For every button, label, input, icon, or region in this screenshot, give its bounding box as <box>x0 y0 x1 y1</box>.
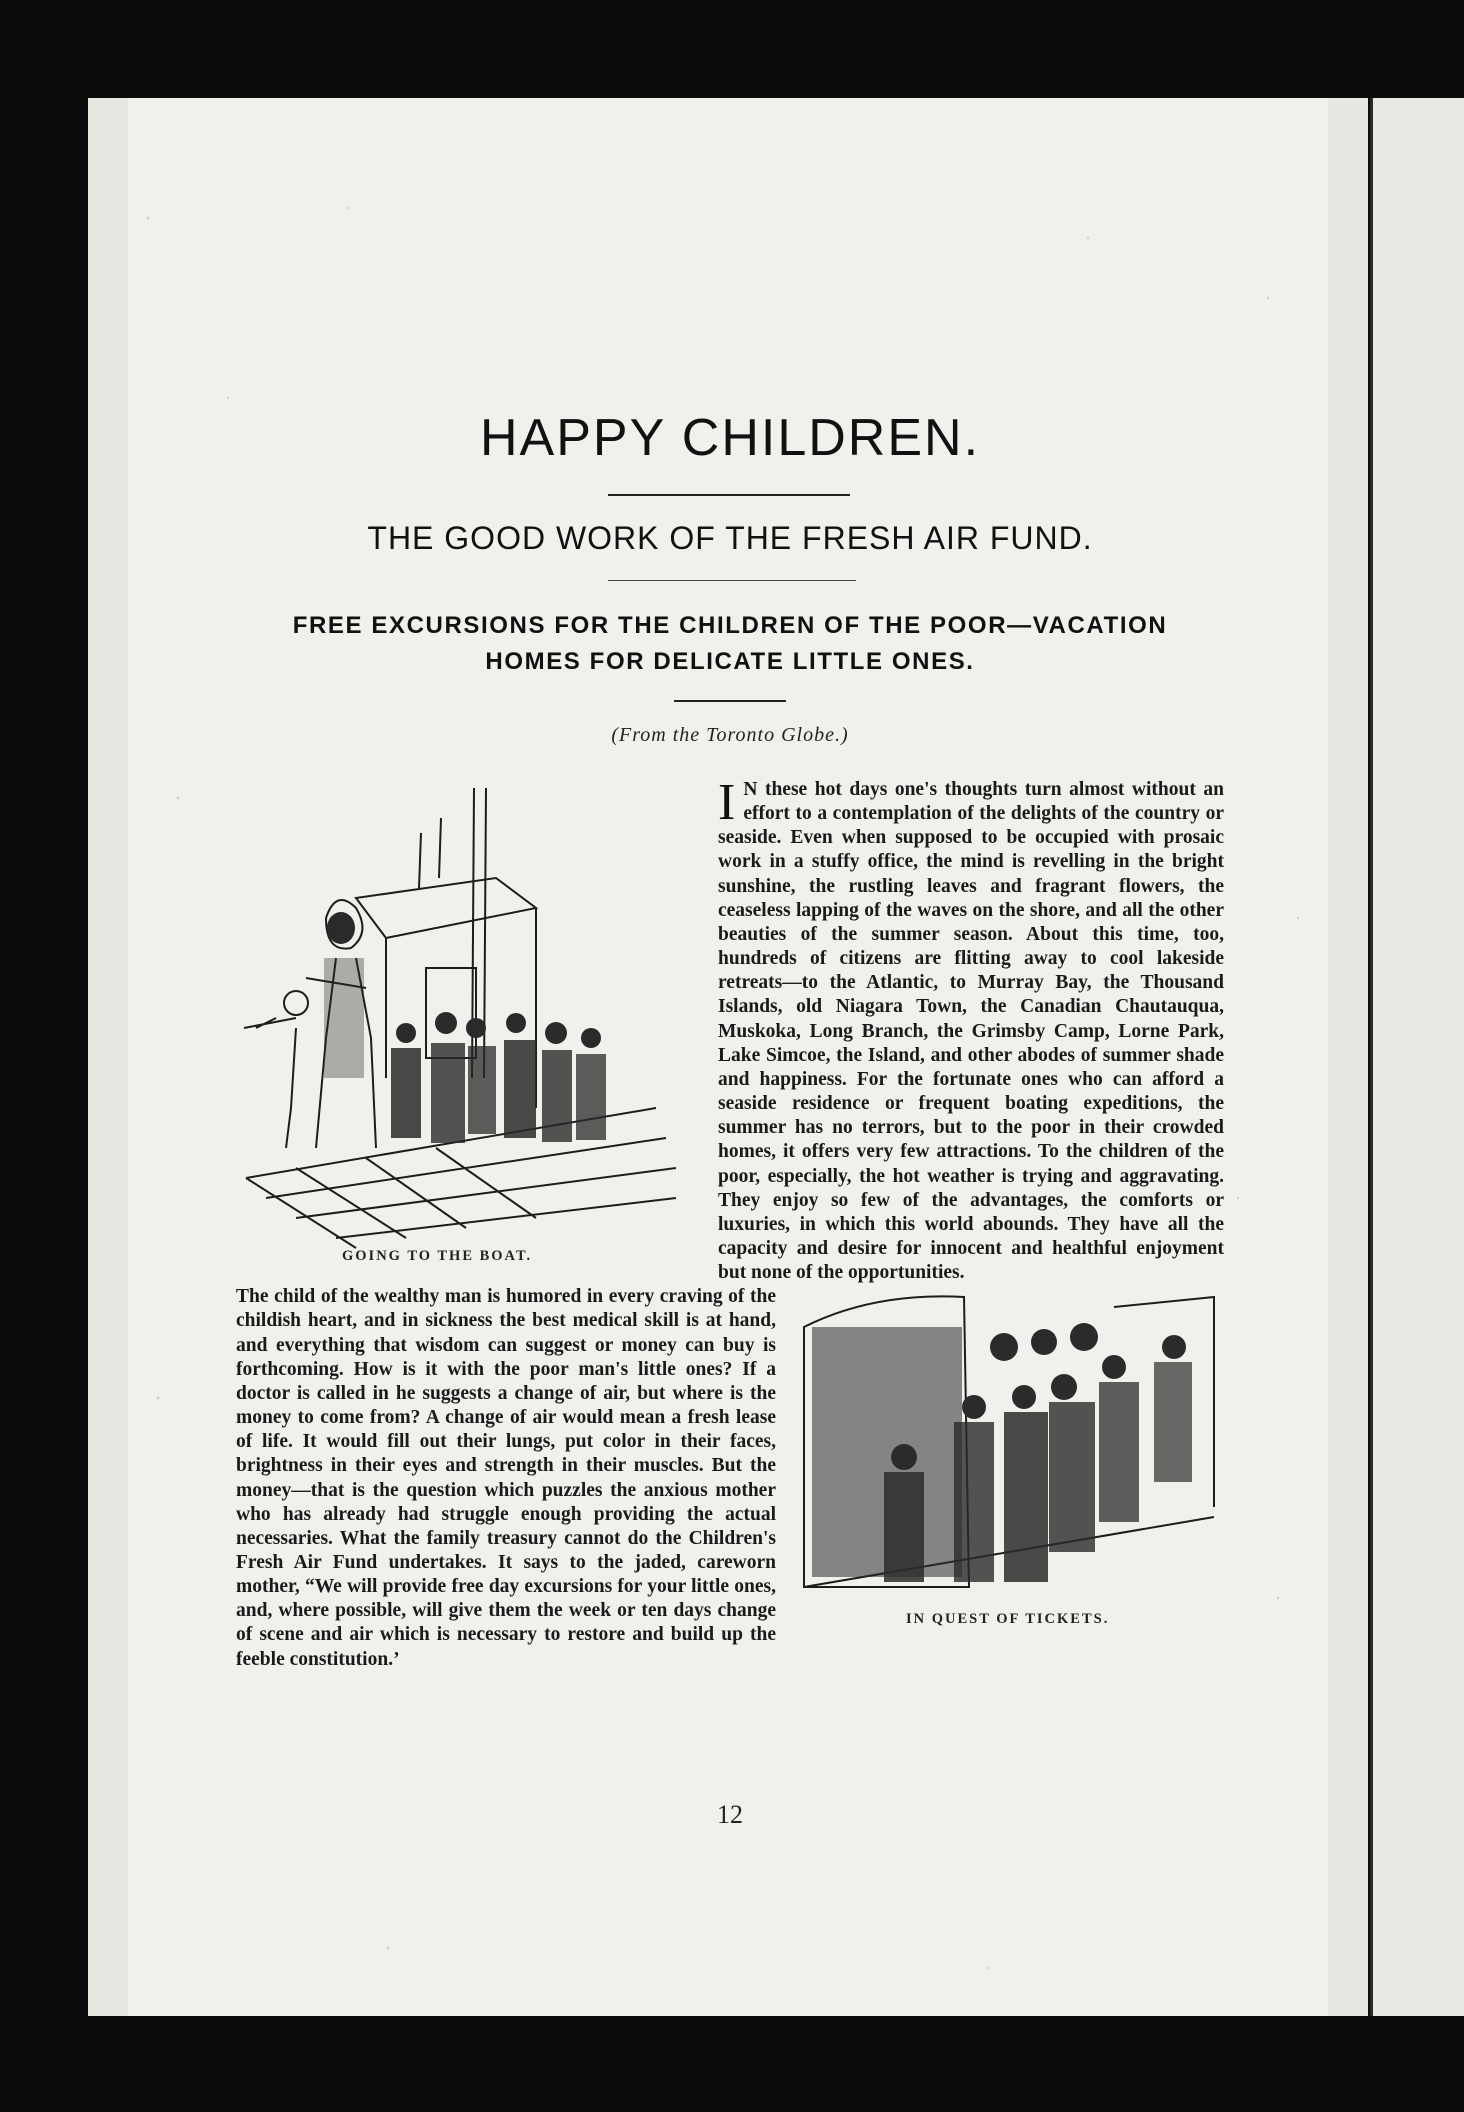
drop-cap: I <box>718 774 736 831</box>
article-subtitle: THE GOOD WORK OF THE FRESH AIR FUND. <box>367 520 1093 556</box>
caption-in-quest-of-tickets: IN QUEST OF TICKETS. <box>906 1611 1110 1628</box>
source-credit: (From the Toronto Globe.) <box>611 724 849 746</box>
paragraph-1-text: N these hot days one's thoughts turn almost without an effort to a contemplation of the delights of the country or seaside. Even when supposed to be occupied with prosaic work in a stuffy office, the mind is revelling in the bright sunshine, the rustling leaves and fragrant flowers, the ceaseless lapping of the waves on the shore, and all the other beauties of the summer season. About this time, too, hundreds of citizens are flitting away to cool lakeside retreats—to the Atlantic, to Murray Bay, the Thousand Islands, old Niagara Town, the Canadian Chautauqua, Muskoka, Long Branch, the Grimsby Camp, Lorne Park, Lake Simcoe, the Island, and other abodes of summer shade and happiness. For the fortunate ones who can afford a seaside residence or frequent boating expeditions, the summer has no terrors, but to the poor in their crowded homes, it offers very few attractions. To the children of the poor, especially, the hot weather is trying and aggravating. They enjoy so few of the advantages, the comforts or luxuries, in which this world abounds. They have all the capacity and desire for innocent and healthful enjoyment but none of the opportunities. <box>718 779 1224 1284</box>
illustration-going-to-the-boat <box>236 778 690 1262</box>
page-number: 12 <box>717 1800 743 1829</box>
subheading <box>230 608 1230 680</box>
subheading-line-1: FREE EXCURSIONS FOR THE CHILDREN OF THE POOR—VACATION <box>292 612 1168 639</box>
page-title: HAPPY CHILDREN. <box>479 409 981 467</box>
subheading-rule <box>674 700 786 702</box>
title-rule <box>608 494 850 496</box>
subheading-line-2: HOMES FOR DELICATE LITTLE ONES. <box>485 648 975 675</box>
illustration-in-quest-of-tickets <box>794 1287 1224 1628</box>
in-quest-of-tickets-drawing <box>794 1287 1224 1605</box>
caption-going-to-the-boat: GOING TO THE BOAT. <box>342 1248 533 1264</box>
adjacent-page-edge <box>1370 98 1464 2016</box>
subtitle-rule <box>608 580 856 581</box>
going-to-the-boat-drawing <box>236 778 690 1262</box>
paragraph-2: The child of the wealthy man is humored in every craving of the childish heart, and in sickness the best medical skill is at hand, and everything that wisdom can suggest or money can buy is forthcoming. How is it with the poor man's little ones? If a doctor is called in he suggests a change of air, but where is the money to come from? A change of air would mean a fresh lease of life. It would fill out their lungs, put color in their faces, brightness in their eyes and strength in their muscles. But the money—that is the question which puzzles the anxious mother who has already had struggle enough providing the actual necessaries. What the family treasury cannot do the Children's Fresh Air Fund undertakes. It says to the jaded, careworn mother, “We will provide free day excursions for your little ones, and, where possible, will give them the week or ten days change of scene and air which is necessary to restore and build up the feeble constitution.’ <box>236 1286 776 1670</box>
article-body <box>236 774 1224 1672</box>
